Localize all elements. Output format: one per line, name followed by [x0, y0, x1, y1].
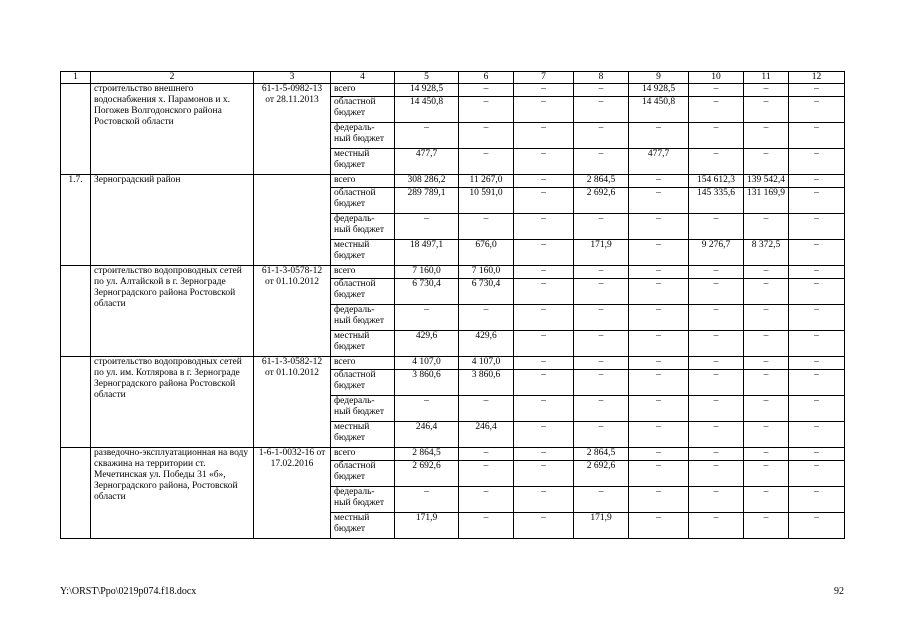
- amount-cell: –: [514, 513, 574, 539]
- amount-cell: 429,6: [395, 331, 459, 357]
- amount-cell: –: [395, 487, 459, 513]
- amount-cell: –: [574, 266, 629, 279]
- amount-cell: –: [789, 305, 845, 331]
- amount-cell: –: [514, 97, 574, 123]
- amount-cell: –: [789, 84, 845, 97]
- column-header: 10: [689, 72, 744, 84]
- amount-cell: –: [459, 97, 514, 123]
- amount-cell: 8 372,5: [744, 240, 789, 266]
- amount-cell: –: [629, 357, 689, 370]
- amount-cell: –: [789, 422, 845, 448]
- amount-cell: –: [689, 396, 744, 422]
- amount-cell: 6 730,4: [459, 279, 514, 305]
- amount-cell: –: [395, 305, 459, 331]
- registration-number: [254, 175, 331, 266]
- amount-cell: –: [395, 214, 459, 240]
- amount-cell: –: [574, 487, 629, 513]
- amount-cell: –: [629, 214, 689, 240]
- amount-cell: –: [629, 487, 689, 513]
- amount-cell: –: [789, 357, 845, 370]
- funding-source: всего: [331, 448, 395, 461]
- amount-cell: 308 286,2: [395, 175, 459, 188]
- amount-cell: –: [629, 370, 689, 396]
- amount-cell: 7 160,0: [459, 266, 514, 279]
- amount-cell: –: [459, 513, 514, 539]
- amount-cell: 4 107,0: [459, 357, 514, 370]
- amount-cell: –: [574, 305, 629, 331]
- amount-cell: –: [574, 214, 629, 240]
- amount-cell: 171,9: [395, 513, 459, 539]
- registration-number: 1-6-1-0032-16 от 17.02.2016: [254, 448, 331, 539]
- amount-cell: –: [514, 240, 574, 266]
- amount-cell: 14 450,8: [629, 97, 689, 123]
- registration-number: 61-1-5-0982-13 от 28.11.2013: [254, 84, 331, 175]
- amount-cell: 2 864,5: [574, 175, 629, 188]
- amount-cell: –: [689, 331, 744, 357]
- amount-cell: 429,6: [459, 331, 514, 357]
- row-code: [61, 84, 91, 175]
- funding-source: федераль-ный бюджет: [331, 396, 395, 422]
- amount-cell: –: [574, 370, 629, 396]
- amount-cell: –: [459, 214, 514, 240]
- amount-cell: 676,0: [459, 240, 514, 266]
- amount-cell: –: [689, 422, 744, 448]
- amount-cell: –: [689, 214, 744, 240]
- amount-cell: –: [789, 123, 845, 149]
- amount-cell: –: [459, 461, 514, 487]
- column-header: 5: [395, 72, 459, 84]
- row-code: [61, 357, 91, 448]
- amount-cell: –: [689, 97, 744, 123]
- amount-cell: –: [574, 331, 629, 357]
- amount-cell: 477,7: [629, 149, 689, 175]
- amount-cell: –: [459, 305, 514, 331]
- amount-cell: –: [789, 149, 845, 175]
- amount-cell: –: [689, 84, 744, 97]
- amount-cell: –: [744, 266, 789, 279]
- amount-cell: –: [574, 396, 629, 422]
- amount-cell: –: [574, 357, 629, 370]
- amount-cell: 6 730,4: [395, 279, 459, 305]
- amount-cell: –: [789, 175, 845, 188]
- amount-cell: 246,4: [395, 422, 459, 448]
- amount-cell: –: [395, 396, 459, 422]
- object-name: Зерноградский район: [91, 175, 254, 266]
- amount-cell: –: [629, 123, 689, 149]
- amount-cell: –: [689, 448, 744, 461]
- amount-cell: 477,7: [395, 149, 459, 175]
- amount-cell: –: [689, 279, 744, 305]
- amount-cell: 2 864,5: [395, 448, 459, 461]
- amount-cell: –: [789, 240, 845, 266]
- amount-cell: –: [514, 487, 574, 513]
- amount-cell: –: [629, 422, 689, 448]
- amount-cell: –: [744, 214, 789, 240]
- funding-source: местный бюджет: [331, 240, 395, 266]
- amount-cell: –: [789, 266, 845, 279]
- funding-table: [60, 71, 845, 539]
- funding-source: областной бюджет: [331, 279, 395, 305]
- amount-cell: –: [689, 487, 744, 513]
- column-header: 6: [459, 72, 514, 84]
- row-code: 1.7.: [61, 175, 91, 266]
- funding-source: местный бюджет: [331, 422, 395, 448]
- amount-cell: –: [514, 84, 574, 97]
- amount-cell: 18 497,1: [395, 240, 459, 266]
- amount-cell: –: [629, 461, 689, 487]
- amount-cell: –: [789, 448, 845, 461]
- amount-cell: –: [789, 370, 845, 396]
- amount-cell: –: [574, 149, 629, 175]
- amount-cell: –: [629, 188, 689, 214]
- object-name: разведочно-эксплуатационная на воду скважина на территории ст. Мечетинская ул. Победы 31 «б», Зерноградского района, Ростовской области: [91, 448, 254, 539]
- amount-cell: –: [689, 357, 744, 370]
- amount-cell: 3 860,6: [459, 370, 514, 396]
- funding-source: всего: [331, 84, 395, 97]
- funding-source: местный бюджет: [331, 331, 395, 357]
- amount-cell: –: [744, 305, 789, 331]
- amount-cell: –: [514, 422, 574, 448]
- amount-cell: –: [514, 266, 574, 279]
- amount-cell: 2 692,6: [574, 188, 629, 214]
- funding-source: местный бюджет: [331, 149, 395, 175]
- table-row: [61, 448, 845, 461]
- amount-cell: –: [514, 175, 574, 188]
- funding-source: областной бюджет: [331, 370, 395, 396]
- table-row: [61, 357, 845, 370]
- amount-cell: –: [514, 279, 574, 305]
- amount-cell: 3 860,6: [395, 370, 459, 396]
- amount-cell: –: [689, 305, 744, 331]
- amount-cell: 11 267,0: [459, 175, 514, 188]
- amount-cell: –: [689, 461, 744, 487]
- amount-cell: –: [689, 513, 744, 539]
- funding-source: областной бюджет: [331, 188, 395, 214]
- amount-cell: –: [629, 513, 689, 539]
- amount-cell: 2 864,5: [574, 448, 629, 461]
- amount-cell: –: [574, 84, 629, 97]
- amount-cell: –: [789, 461, 845, 487]
- amount-cell: 14 450,8: [395, 97, 459, 123]
- amount-cell: 4 107,0: [395, 357, 459, 370]
- amount-cell: –: [574, 279, 629, 305]
- amount-cell: 2 692,6: [395, 461, 459, 487]
- amount-cell: –: [514, 305, 574, 331]
- amount-cell: –: [514, 396, 574, 422]
- amount-cell: –: [514, 188, 574, 214]
- funding-source: местный бюджет: [331, 513, 395, 539]
- amount-cell: –: [789, 396, 845, 422]
- amount-cell: 14 928,5: [629, 84, 689, 97]
- amount-cell: –: [689, 149, 744, 175]
- amount-cell: –: [514, 149, 574, 175]
- object-name: строительство внешнего водоснабжения х. Парамонов и х. Погожев Волгодонского района Ростовской области: [91, 84, 254, 175]
- amount-cell: –: [459, 84, 514, 97]
- amount-cell: –: [514, 357, 574, 370]
- object-name: строительство водопроводных сетей по ул. Алтайской в г. Зернограде Зерноградского района Ростовской области: [91, 266, 254, 357]
- amount-cell: –: [629, 396, 689, 422]
- amount-cell: –: [744, 513, 789, 539]
- amount-cell: –: [789, 513, 845, 539]
- amount-cell: –: [574, 123, 629, 149]
- page-number: 92: [834, 586, 844, 597]
- amount-cell: 246,4: [459, 422, 514, 448]
- amount-cell: 14 928,5: [395, 84, 459, 97]
- amount-cell: –: [459, 396, 514, 422]
- table-row: [61, 84, 845, 97]
- amount-cell: –: [459, 448, 514, 461]
- amount-cell: –: [689, 370, 744, 396]
- registration-number: 61-1-3-0578-12 от 01.10.2012: [254, 266, 331, 357]
- column-header: 8: [574, 72, 629, 84]
- amount-cell: –: [689, 266, 744, 279]
- amount-cell: –: [629, 448, 689, 461]
- amount-cell: –: [514, 461, 574, 487]
- funding-source: всего: [331, 266, 395, 279]
- amount-cell: –: [629, 279, 689, 305]
- amount-cell: –: [789, 279, 845, 305]
- amount-cell: –: [789, 188, 845, 214]
- amount-cell: –: [629, 175, 689, 188]
- amount-cell: –: [744, 422, 789, 448]
- amount-cell: –: [744, 396, 789, 422]
- amount-cell: –: [789, 214, 845, 240]
- amount-cell: –: [395, 123, 459, 149]
- amount-cell: 131 169,9: [744, 188, 789, 214]
- amount-cell: –: [744, 97, 789, 123]
- funding-source: федераль-ный бюджет: [331, 123, 395, 149]
- amount-cell: –: [629, 266, 689, 279]
- amount-cell: –: [744, 149, 789, 175]
- amount-cell: –: [514, 448, 574, 461]
- column-header: 7: [514, 72, 574, 84]
- amount-cell: –: [629, 240, 689, 266]
- funding-source: федераль-ный бюджет: [331, 305, 395, 331]
- amount-cell: 171,9: [574, 240, 629, 266]
- column-header: 11: [744, 72, 789, 84]
- amount-cell: –: [514, 331, 574, 357]
- amount-cell: –: [744, 84, 789, 97]
- amount-cell: –: [789, 487, 845, 513]
- amount-cell: 171,9: [574, 513, 629, 539]
- amount-cell: –: [459, 149, 514, 175]
- amount-cell: 2 692,6: [574, 461, 629, 487]
- row-code: [61, 266, 91, 357]
- table-row: [61, 175, 845, 188]
- amount-cell: –: [789, 97, 845, 123]
- amount-cell: –: [459, 487, 514, 513]
- column-header: 9: [629, 72, 689, 84]
- amount-cell: –: [744, 461, 789, 487]
- amount-cell: –: [744, 487, 789, 513]
- amount-cell: –: [574, 422, 629, 448]
- amount-cell: –: [744, 123, 789, 149]
- header-row: [61, 72, 845, 84]
- column-header: 3: [254, 72, 331, 84]
- amount-cell: –: [744, 331, 789, 357]
- amount-cell: –: [629, 305, 689, 331]
- amount-cell: –: [514, 123, 574, 149]
- amount-cell: –: [744, 357, 789, 370]
- amount-cell: 145 335,6: [689, 188, 744, 214]
- amount-cell: –: [744, 279, 789, 305]
- table-row: [61, 266, 845, 279]
- registration-number: 61-1-3-0582-12 от 01.10.2012: [254, 357, 331, 448]
- amount-cell: 9 276,7: [689, 240, 744, 266]
- column-header: 4: [331, 72, 395, 84]
- funding-source: всего: [331, 357, 395, 370]
- object-name: строительство водопроводных сетей по ул. им. Котлярова в г. Зернограде Зерноградского района Ростовской области: [91, 357, 254, 448]
- amount-cell: –: [574, 97, 629, 123]
- column-header: 12: [789, 72, 845, 84]
- funding-source: федераль-ный бюджет: [331, 487, 395, 513]
- funding-source: областной бюджет: [331, 461, 395, 487]
- row-code: [61, 448, 91, 539]
- amount-cell: 7 160,0: [395, 266, 459, 279]
- amount-cell: –: [744, 448, 789, 461]
- amount-cell: 10 591,0: [459, 188, 514, 214]
- amount-cell: –: [789, 331, 845, 357]
- amount-cell: –: [744, 370, 789, 396]
- column-header: 1: [61, 72, 91, 84]
- column-header: 2: [91, 72, 254, 84]
- amount-cell: –: [629, 331, 689, 357]
- footer-file-path: Y:\ORST\Ppo\0219p074.f18.docx: [60, 586, 197, 597]
- amount-cell: –: [514, 214, 574, 240]
- funding-source: всего: [331, 175, 395, 188]
- funding-source: областной бюджет: [331, 97, 395, 123]
- amount-cell: 139 542,4: [744, 175, 789, 188]
- funding-source: федераль-ный бюджет: [331, 214, 395, 240]
- amount-cell: 289 789,1: [395, 188, 459, 214]
- amount-cell: –: [689, 123, 744, 149]
- amount-cell: –: [514, 370, 574, 396]
- amount-cell: 154 612,3: [689, 175, 744, 188]
- amount-cell: –: [459, 123, 514, 149]
